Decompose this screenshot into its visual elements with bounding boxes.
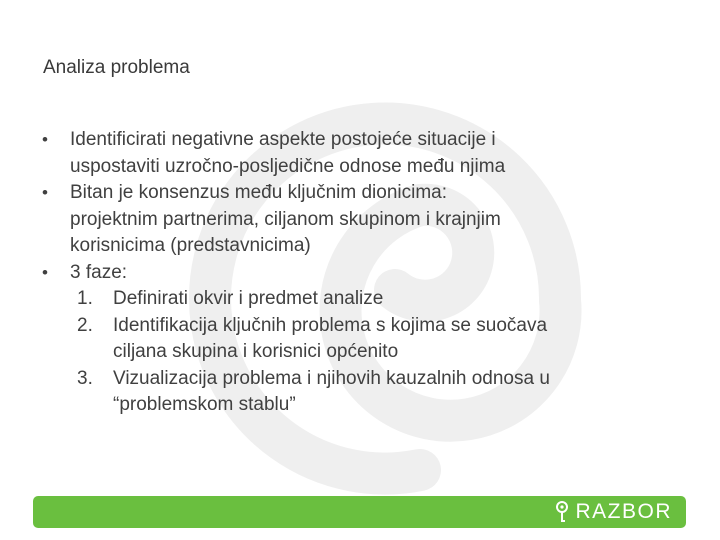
- step-line: Definirati okvir i predmet analize: [113, 288, 384, 309]
- bullet-dot: •: [42, 130, 48, 149]
- step-number: 2.: [77, 314, 93, 336]
- bullet-line: projektnim partnerima, ciljanom skupinom i krajnjim: [70, 208, 501, 230]
- numbered-item: [30, 286, 690, 313]
- bullet-item: [30, 180, 690, 260]
- slide-title: Analiza problema: [43, 57, 190, 78]
- step-line: Identifikacija ključnih problema s kojima se suočava: [113, 314, 548, 336]
- footer-bar: [33, 496, 686, 528]
- brand-logo: [555, 500, 672, 524]
- bullet-line: 3 faze:: [70, 261, 128, 283]
- bullet-item: [30, 260, 690, 287]
- bullet-dot: •: [42, 262, 48, 282]
- step-line: ciljana skupina i korisnici općenito: [113, 341, 399, 362]
- bullet-line: korisnicima (predstavnicima): [70, 235, 311, 256]
- bullet-line: Bitan je konsenzus među ključnim dionicima:: [70, 182, 448, 203]
- bullet-line: uspostaviti uzročno-posljedične odnose među njima: [70, 155, 506, 177]
- brand-name: RAZBOR: [575, 500, 672, 523]
- step-line: “problemskom stablu”: [113, 394, 296, 415]
- bullet-dot: •: [42, 183, 48, 202]
- step-number: 3.: [77, 367, 93, 389]
- numbered-item: [30, 366, 690, 419]
- step-line: Vizualizacija problema i njihovih kauzalnih odnosa u: [113, 367, 550, 389]
- slide-content: [30, 127, 690, 419]
- brand-mark-icon: [555, 501, 569, 523]
- numbered-item: [30, 313, 690, 366]
- bullet-item: [30, 127, 690, 180]
- step-number: 1.: [77, 288, 93, 309]
- bullet-line: Identificirati negativne aspekte postojeće situacije i: [70, 129, 496, 150]
